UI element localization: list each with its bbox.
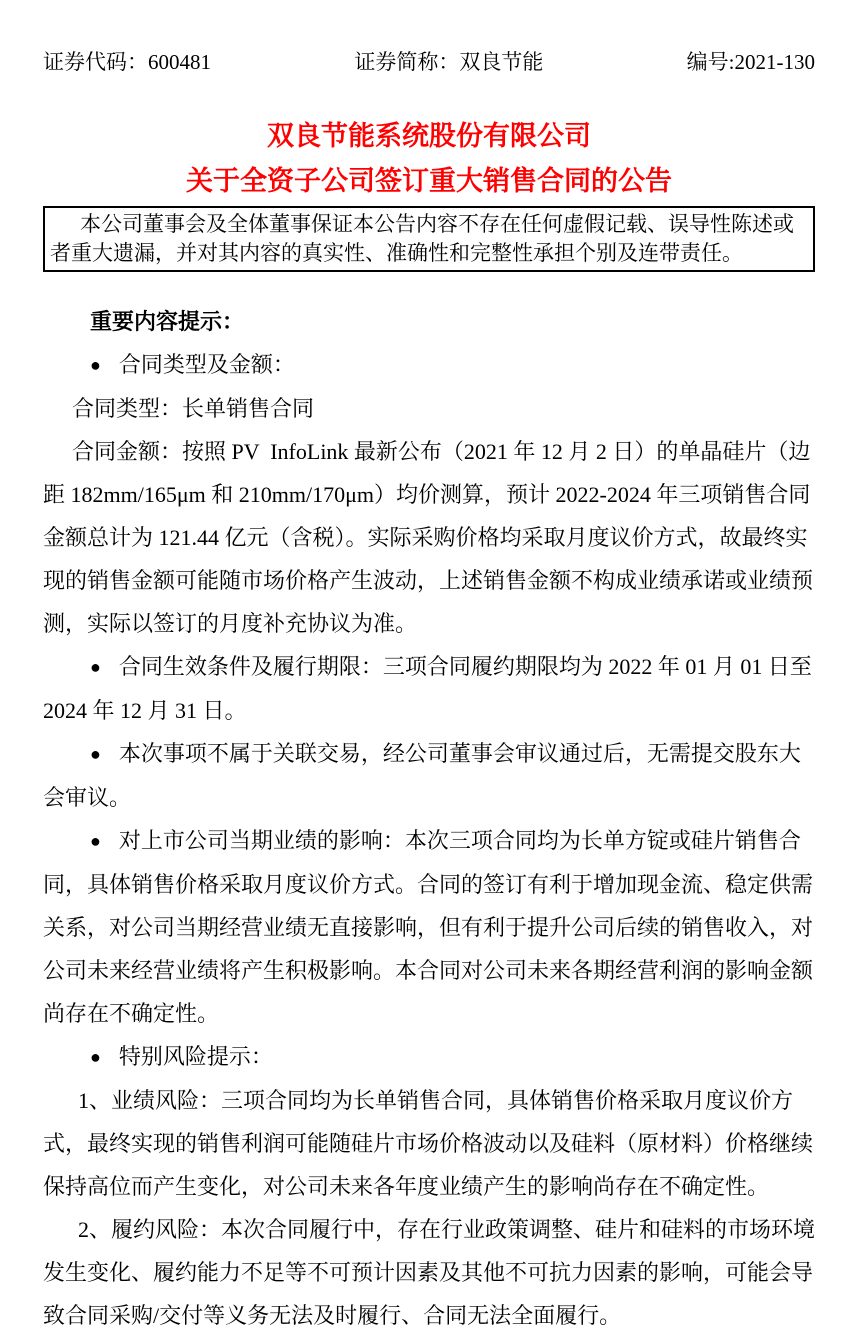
- bullet-impact-on-performance: [43, 819, 815, 1035]
- bullet-contract-type-amount: [43, 343, 815, 387]
- page-title: [43, 114, 815, 204]
- stock-code: 证券代码：600481: [43, 50, 211, 74]
- bullet-text: 合同类型及金额：: [118, 352, 295, 377]
- bullet-icon: ●: [90, 744, 101, 764]
- bullet-icon: ●: [90, 657, 101, 677]
- bullet-special-risk-heading: [43, 1035, 815, 1079]
- bullet-text: 合同生效条件及履行期限：三项合同履约期限均为 2022 年 01 月 01 日至 2024 年 12 月 31 日。: [43, 654, 818, 723]
- bullet-icon: ●: [90, 355, 101, 375]
- bullet-text: 本次事项不属于关联交易，经公司董事会审议通过后，无需提交股东大会审议。: [43, 741, 801, 810]
- para-risk-performance: 1、业绩风险：三项合同均为长单销售合同，具体销售价格采取月度议价方式，最终实现的销售利润可能随硅片市场价格波动以及硅料（原材料）价格继续保持高位而产生变化，对公司未来各年度业绩产生的影响尚存在不确定性。: [43, 1088, 814, 1199]
- bullet-not-related-transaction: [43, 732, 815, 819]
- announcement-body: [43, 300, 818, 1337]
- important-notice-heading: 重要内容提示：: [90, 309, 245, 334]
- bullet-text: 特别风险提示：: [118, 1044, 273, 1069]
- bullet-icon: ●: [90, 831, 101, 851]
- para-risk-fulfillment: 2、履约风险：本次合同履行中，存在行业政策调整、硅片和硅料的市场环境发生变化、履约能力不足等不可预计因素及其他不可抗力因素的影响，可能会导致合同采购/交付等义务无法及时履行、合同无法全面履行。: [43, 1217, 816, 1328]
- board-declaration-text: 本公司董事会及全体董事保证本公告内容不存在任何虚假记载、误导性陈述或者重大遗漏，并对其内容的真实性、准确性和完整性承担个别及连带责任。: [50, 212, 794, 265]
- bullet-icon: ●: [90, 1047, 101, 1067]
- stock-name: 证券简称：双良节能: [354, 50, 544, 74]
- para-contract-amount: 合同金额：按照 PV InfoLink 最新公布（2021 年 12 月 2 日）的单晶硅片（边距 182mm/165μm 和 210mm/170μm）均价测算，预计 2022-2024 年三项销售合同金额总计为 121.44 亿元（含税）。实际采购价格均采取月度议价方式，故最终实现的销售金额可能随市场价格产生波动，上述销售金额不构成业绩承诺或业绩预测，实际以签订的月度补充协议为准。: [43, 439, 814, 636]
- para-contract-type: 合同类型：长单销售合同: [72, 396, 315, 421]
- doc-number: 编号:2021-130: [686, 50, 815, 74]
- announcement-title: 关于全资子公司签订重大销售合同的公告: [186, 166, 672, 196]
- bullet-text: 对上市公司当期业绩的影响：本次三项合同均为长单方锭或硅片销售合同，具体销售价格采取月度议价方式。合同的签订有利于增加现金流、稳定供需关系，对公司当期经营业绩无直接影响，但有利于提升公司后续的销售收入，对公司未来经营业绩将产生积极影响。本合同对公司未来各期经营利润的影响金额尚存在不确定性。: [43, 828, 814, 1026]
- company-name: 双良节能系统股份有限公司: [267, 121, 591, 151]
- bullet-effective-term: [43, 645, 818, 732]
- doc-header: [43, 50, 815, 74]
- board-declaration-box: [43, 206, 815, 272]
